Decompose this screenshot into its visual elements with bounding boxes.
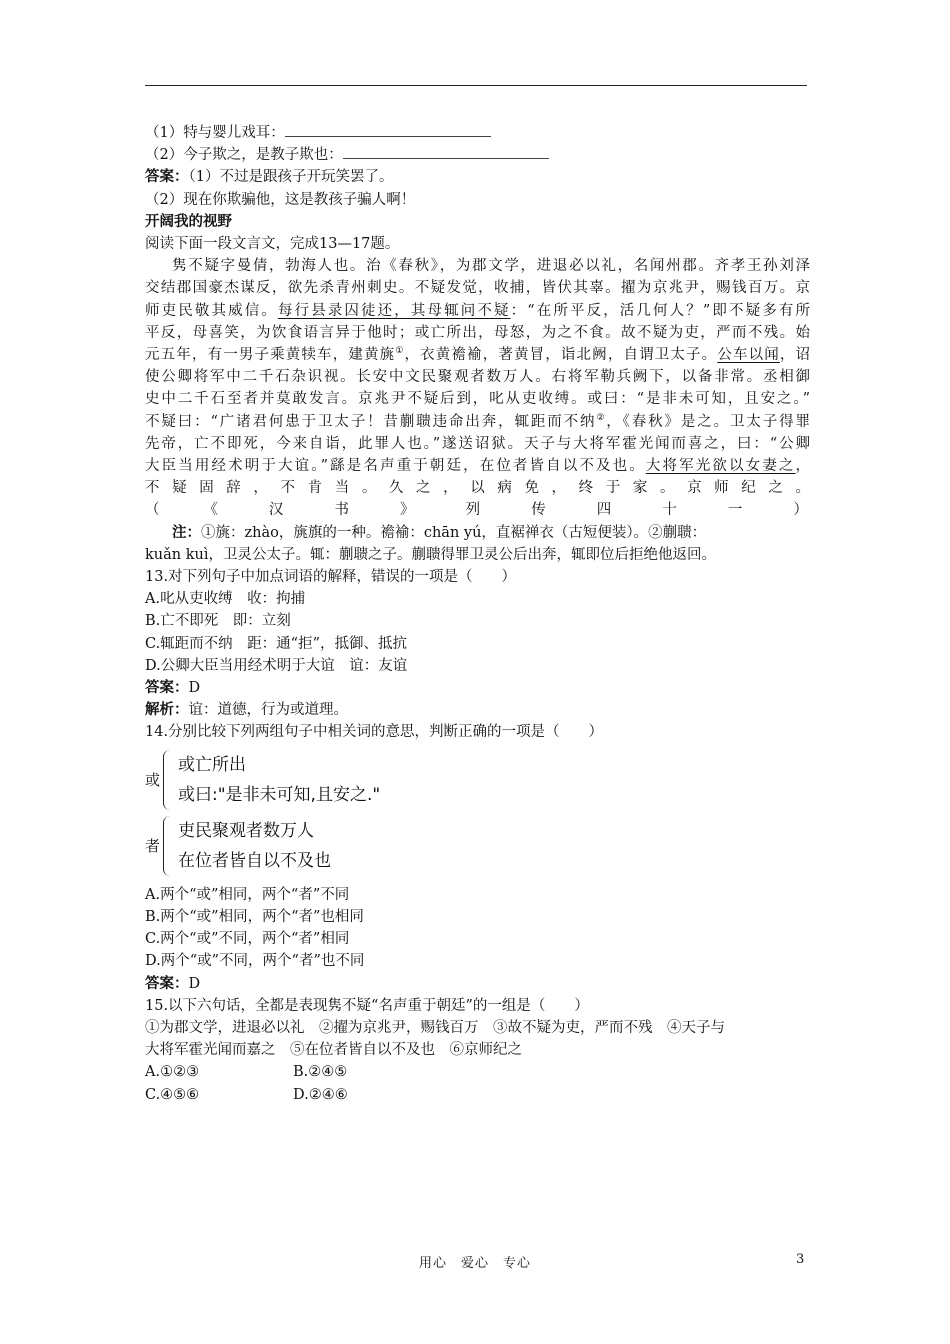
answer-blank[interactable] xyxy=(343,145,549,159)
section-title: 开阔我的视野 xyxy=(145,212,232,230)
q15-option-d[interactable]: D.②④⑥ xyxy=(293,1086,348,1103)
brace-line: 在位者皆自以不及也 xyxy=(178,850,331,871)
q-prev-item-2: （2）今子欺之，是教子欺也： xyxy=(145,144,810,166)
footnote-mark: ① xyxy=(395,346,405,357)
q15-items-line-1: ①为郡文学，进退必以礼 ②擢为京兆尹，赐钱百万 ③故不疑为吏，严而不残 ④天子与 xyxy=(145,1019,725,1036)
brace-icon xyxy=(163,750,174,810)
classical-passage xyxy=(145,255,810,521)
footnote-mark: ② xyxy=(596,412,607,423)
q13-stem: 13.对下列句子中加点词语的解释，错误的一项是（ ） xyxy=(145,569,517,586)
passage-line: 不疑曰：“广诸君何患于卫太子！昔蒯聩违命出奔，辄距而不纳②，《春秋》是之。卫太子得罪 xyxy=(145,412,810,430)
passage-line: 使公卿将军中二千石杂识视。长安中文民聚观者数万人。右将军勒兵阙下，以备非常。丞相御 xyxy=(145,369,810,386)
passage-line: 大臣当用经术明于大谊。”繇是名声重于朝廷，在位者皆自以不及也。大将军光欲以女妻之， xyxy=(145,458,810,475)
passage-line: 交结郡国豪杰谋反，欲先杀青州刺史。不疑发觉，收捕，皆伏其辜。擢为京兆尹，赐钱百万。京 xyxy=(145,280,810,297)
q13-analysis: 解析：谊：道德，行为或道理。 xyxy=(145,701,348,719)
q15-option-c[interactable]: C.④⑤⑥ xyxy=(145,1086,200,1103)
underlined-sentence: 公车以闻 xyxy=(717,347,780,364)
underlined-sentence: 每行县录囚徒还，其母辄问不疑 xyxy=(277,302,511,319)
passage-line: 师吏民敬其威信。每行县录囚徒还，其母辄问不疑：“在所平反，活几何人？”即不疑多有所 xyxy=(145,302,811,319)
note-line-2: kuǎn kuì，卫灵公太子。辄：蒯聩之子。蒯聩得罪卫灵公后出奔，辄即位后拒绝他返回。 xyxy=(145,546,716,563)
q13-option-d[interactable]: D.公卿大臣当用经术明于大谊 谊：友谊 xyxy=(145,657,408,674)
note-line-1: 注：①旐：zhào，旐旗的一种。襜褕：chān yú，直裾禅衣（古短便装）。②蒯聩： xyxy=(172,523,707,541)
q14-option-b[interactable]: B.两个“或”相同，两个“者”也相同 xyxy=(145,908,364,925)
passage-line: 史中二千石至者并莫敢发言。京兆尹不疑后到，叱从吏收缚。或曰：“是非未可知，且安之。” xyxy=(145,391,810,408)
q13-answer: 答案：D xyxy=(145,679,201,697)
header-rule xyxy=(145,85,807,86)
q15-option-b[interactable]: B.②④⑤ xyxy=(293,1064,348,1081)
q14-option-c[interactable]: C.两个“或”不同，两个“者”相同 xyxy=(145,931,350,948)
q15-options-row-1 xyxy=(145,1061,810,1083)
q15-items-line-2: 大将军霍光闻而嘉之 ⑤在位者皆自以不及也 ⑥京师纪之 xyxy=(145,1042,522,1059)
footer-motto: 用心 爱心 专心 xyxy=(418,1256,531,1271)
brace-line: 或曰:"是非未可知,且安之." xyxy=(178,784,381,805)
q15-option-a[interactable]: A.①②③ xyxy=(145,1064,200,1081)
passage-line: 元五年，有一男子乘黄犊车，建黄旐①，衣黄襜褕，著黄冒，诣北阙，自谓卫太子。公车以闻，诏 xyxy=(145,346,811,364)
q14-answer: 答案：D xyxy=(145,974,201,992)
page-number: 3 xyxy=(796,1252,805,1267)
brace-line: 或亡所出 xyxy=(178,754,246,775)
brace-head: 者 xyxy=(145,836,161,855)
q13-option-c[interactable]: C.辄距而不纳 距：通“拒”，抵御、抵抗 xyxy=(145,635,408,652)
q13-option-a[interactable]: A.叱从吏收缚 收：拘捕 xyxy=(145,591,306,608)
q-prev-answer-2: （2）现在你欺骗他，这是教孩子骗人啊！ xyxy=(145,191,416,208)
q14-group-huo xyxy=(145,750,810,810)
passage-line: 不疑固辞，不肯当。久之，以病免，终于家。京师纪之。 xyxy=(145,480,810,497)
brace-icon xyxy=(163,816,174,876)
brace-head: 或 xyxy=(145,770,161,789)
q-prev-answer-1: 答案：（1）不过是跟孩子开玩笑罢了。 xyxy=(145,168,394,186)
brace-line: 吏民聚观者数万人 xyxy=(178,820,314,841)
underlined-sentence: 大将军光欲以女妻之 xyxy=(645,458,796,475)
q15-options-row-2 xyxy=(145,1084,810,1106)
passage-line: 隽不疑字曼倩，勃海人也。治《春秋》，为郡文学，进退必以礼，名闻州郡。齐孝王孙刘泽 xyxy=(172,258,810,275)
q14-option-a[interactable]: A.两个“或”相同，两个“者”不同 xyxy=(145,886,350,903)
answer-blank[interactable] xyxy=(285,123,491,137)
q-prev-item-1: （1）特与婴儿戏耳： xyxy=(145,122,810,144)
q14-option-d[interactable]: D.两个“或”不同，两个“者”也不同 xyxy=(145,953,365,970)
page-content xyxy=(145,122,810,1106)
passage-source: （《汉书》列传四十一） xyxy=(145,502,808,519)
q14-stem: 14.分别比较下列两组句子中相关词的意思，判断正确的一项是（ ） xyxy=(145,724,604,741)
q15-stem: 15.以下六句话，全都是表现隽不疑“名声重于朝廷”的一组是（ ） xyxy=(145,997,589,1014)
passage-line: 平反，母喜笑，为饮食语言异于他时；或亡所出，母怒，为之不食。故不疑为吏，严而不残。始 xyxy=(145,324,810,341)
section-intro: 阅读下面一段文言文，完成13—17题。 xyxy=(145,236,400,253)
passage-line: 先帝，亡不即死，今来自诣，此罪人也。”遂送诏狱。天子与大将军霍光闻而喜之，曰：“公卿 xyxy=(145,435,810,452)
q14-group-zhe xyxy=(145,816,810,876)
q13-option-b[interactable]: B.亡不即死 即：立刻 xyxy=(145,613,291,630)
